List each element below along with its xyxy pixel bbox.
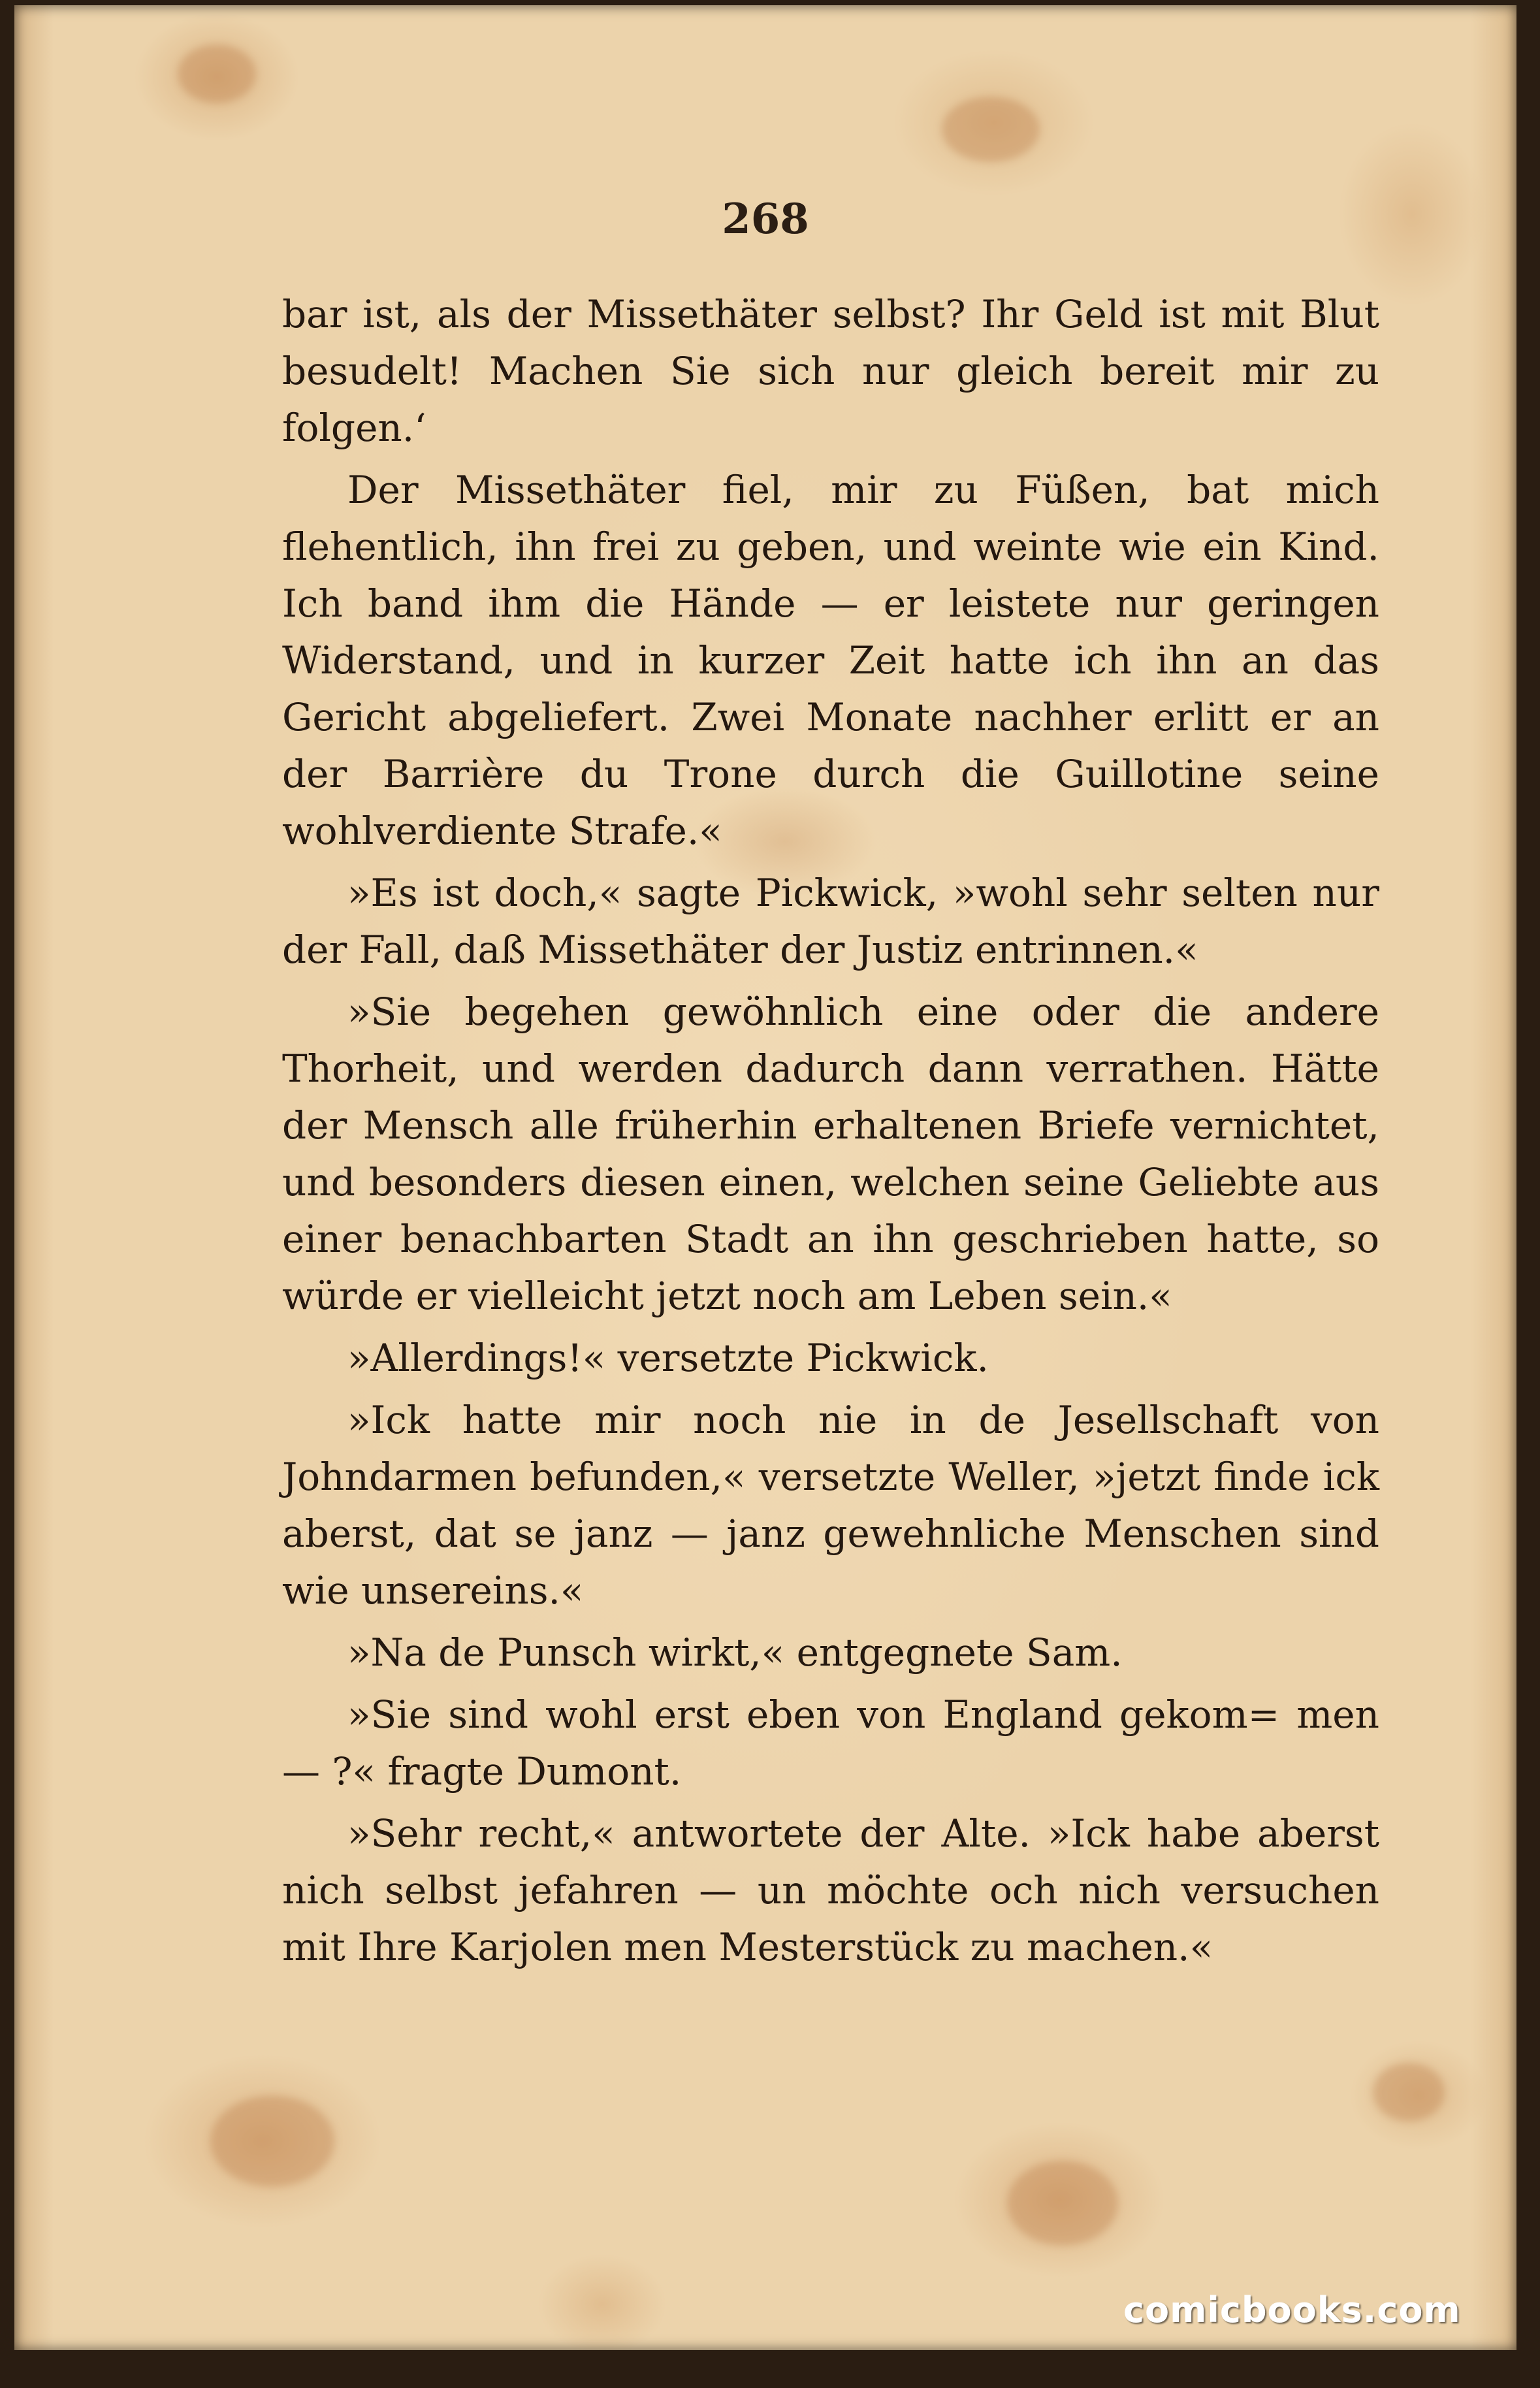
paragraph: »Allerdings!« versetzte Pickwick. xyxy=(347,1336,989,1380)
paragraph: »Sehr recht,« antwortete der Alte. »Ick habe aberst nich selbst jefahren — un möchte och nich versuchen mit Ihre Karjolen men Mesterstück zu machen.« xyxy=(282,1811,1379,1969)
paragraph: Der Missethäter fiel, mir zu Füßen, bat mich flehentlich, ihn frei zu geben, und weinte wie ein Kind. Ich band ihm die Hände — er leistete nur geringen Widerstand, und in kurzer Zeit hatte ich ihn an das Gericht abgeliefert. Zwei Monate nachher erlitt er an der Barrière du Trone durch die Guillotine seine wohlverdiente Strafe.« xyxy=(282,468,1379,853)
watermark: comicbooks.com xyxy=(1123,2289,1461,2331)
foxing-stain xyxy=(942,97,1040,162)
body-text xyxy=(282,286,1379,1981)
foxing-stain xyxy=(178,44,256,103)
paragraph: »Es ist doch,« sagte Pickwick, »wohl sehr selten nur der Fall, daß Missethäter der Justiz entrinnen.« xyxy=(282,871,1379,972)
page-number: 268 xyxy=(722,195,809,244)
foxing-stain xyxy=(210,2095,334,2187)
paragraph: »Sie sind wohl erst eben von England gekom= men — ?« fragte Dumont. xyxy=(282,1692,1379,1794)
paragraph: bar ist, als der Missethäter selbst? Ihr Geld ist mit Blut besudelt! Machen Sie sich nur gleich bereit mir zu folgen.‘ xyxy=(282,292,1379,450)
book-page xyxy=(14,5,1516,2350)
foxing-stain xyxy=(1007,2161,1118,2246)
paragraph: »Sie begehen gewöhnlich eine oder die andere Thorheit, und werden dadurch dann verrathen. Hätte der Mensch alle früherhin erhaltenen Briefe vernichtet, und besonders diesen einen, welchen seine Geliebte aus einer benachbarten Stadt an ihn geschrieben hatte, so würde er vielleicht jetzt noch am Leben sein.« xyxy=(282,990,1379,1318)
paragraph: »Na de Punsch wirkt,« entgegnete Sam. xyxy=(347,1630,1123,1675)
foxing-stain xyxy=(1373,2063,1445,2122)
paragraph: »Ick hatte mir noch nie in de Jesellschaft von Johndarmen befunden,« versetzte Weller, »jetzt finde ick aberst, dat se janz — janz gewehnliche Menschen sind wie unsereins.« xyxy=(282,1398,1379,1613)
